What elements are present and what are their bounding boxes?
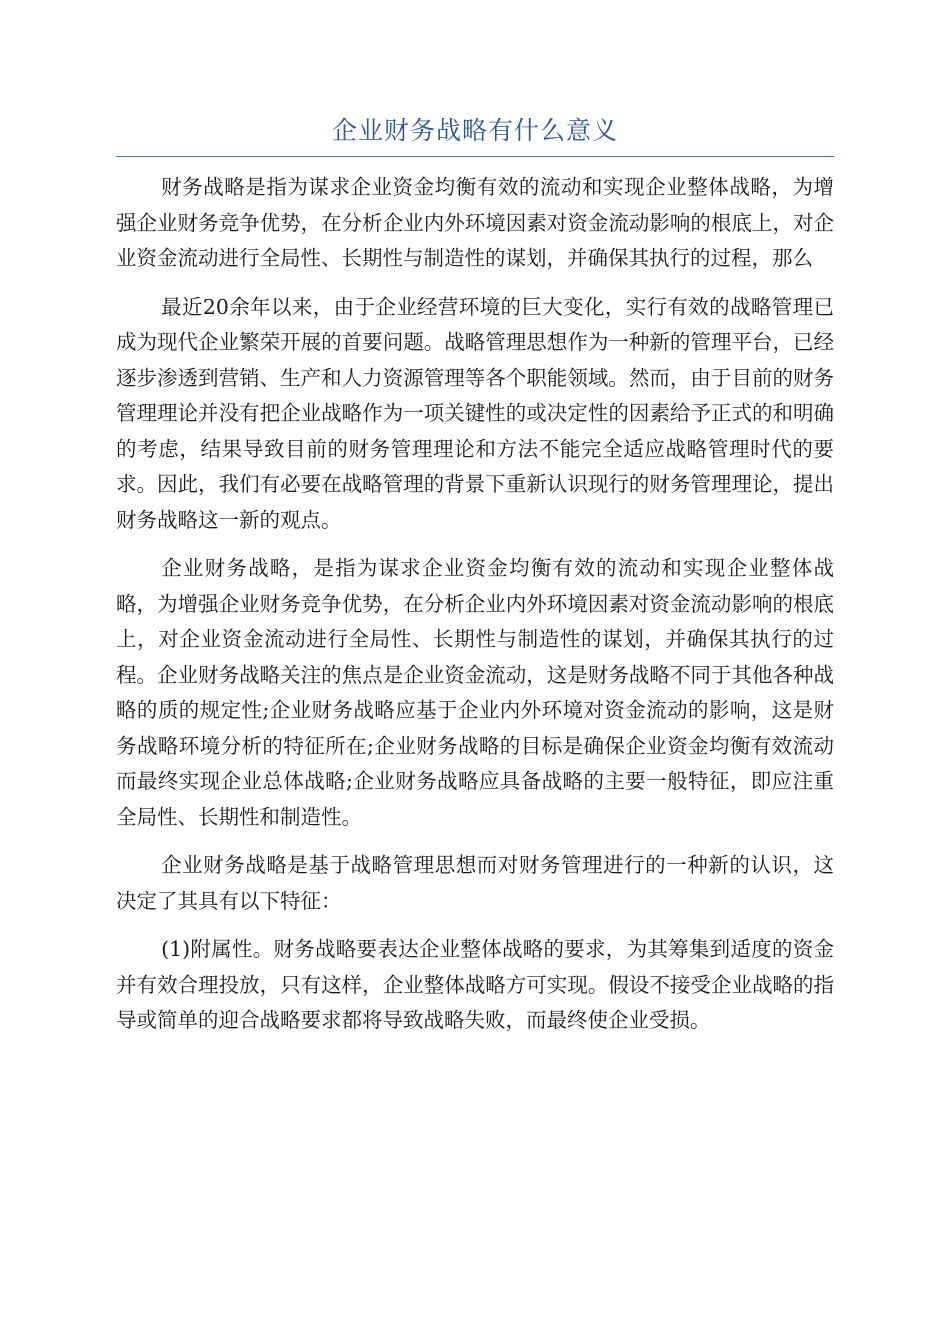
paragraph-background: 最近20余年以来，由于企业经营环境的巨大变化，实行有效的战略管理已成为现代企业繁荣开展的首要问题。战略管理思想作为一种新的管理平台，已经逐步渗透到营销、生产和人力资源管理等各个职能领域。然而，由于目前的财务管理理论并没有把企业战略作为一项关键性的或决定性的因素给予正式的和明确的考虑，结果导致目前的财务管理理论和方法不能完全适应战略管理时代的要求。因此，我们有必要在战略管理的背景下重新认识现行的财务管理理论，提出财务战略这一新的观点。	[116, 294, 834, 532]
document-title: 企业财务战略有什么意义	[331, 116, 618, 145]
paragraph-characteristic-1: (1)附属性。财务战略要表达企业整体战略的要求，为其筹集到适度的资金并有效合理投放，只有这样，企业整体战略方可实现。假设不接受企业战略的指导或简单的迎合战略要求都将导致战略失败，而最终使企业受损。	[116, 937, 834, 1032]
paragraph-concept: 企业财务战略，是指为谋求企业资金均衡有效的流动和实现企业整体战略，为增强企业财务竞争优势，在分析企业内外环境因素对资金流动影响的根底上，对企业资金流动进行全局性、长期性与制造性的谋划，并确保其执行的过程。企业财务战略关注的焦点是企业资金流动，这是财务战略不同于其他各种战略的质的规定性;企业财务战略应基于企业内外环境对资金流动的影响，这是财务战略环境分析的特征所在;企业财务战略的目标是确保企业资金均衡有效流动而最终实现企业总体战略;企业财务战略应具备战略的主要一般特征，即应注重全局性、长期性和制造性。	[116, 556, 834, 829]
title-block	[116, 106, 834, 157]
document-body	[116, 170, 834, 1052]
paragraph-characteristics-intro: 企业财务战略是基于战略管理思想而对财务管理进行的一种新的认识，这决定了其具有以下特征：	[116, 853, 834, 913]
paragraph-definition: 财务战略是指为谋求企业资金均衡有效的流动和实现企业整体战略，为增强企业财务竞争优势，在分析企业内外环境因素对资金流动影响的根底上，对企业资金流动进行全局性、长期性与制造性的谋划，并确保其执行的过程，那么	[116, 175, 834, 270]
